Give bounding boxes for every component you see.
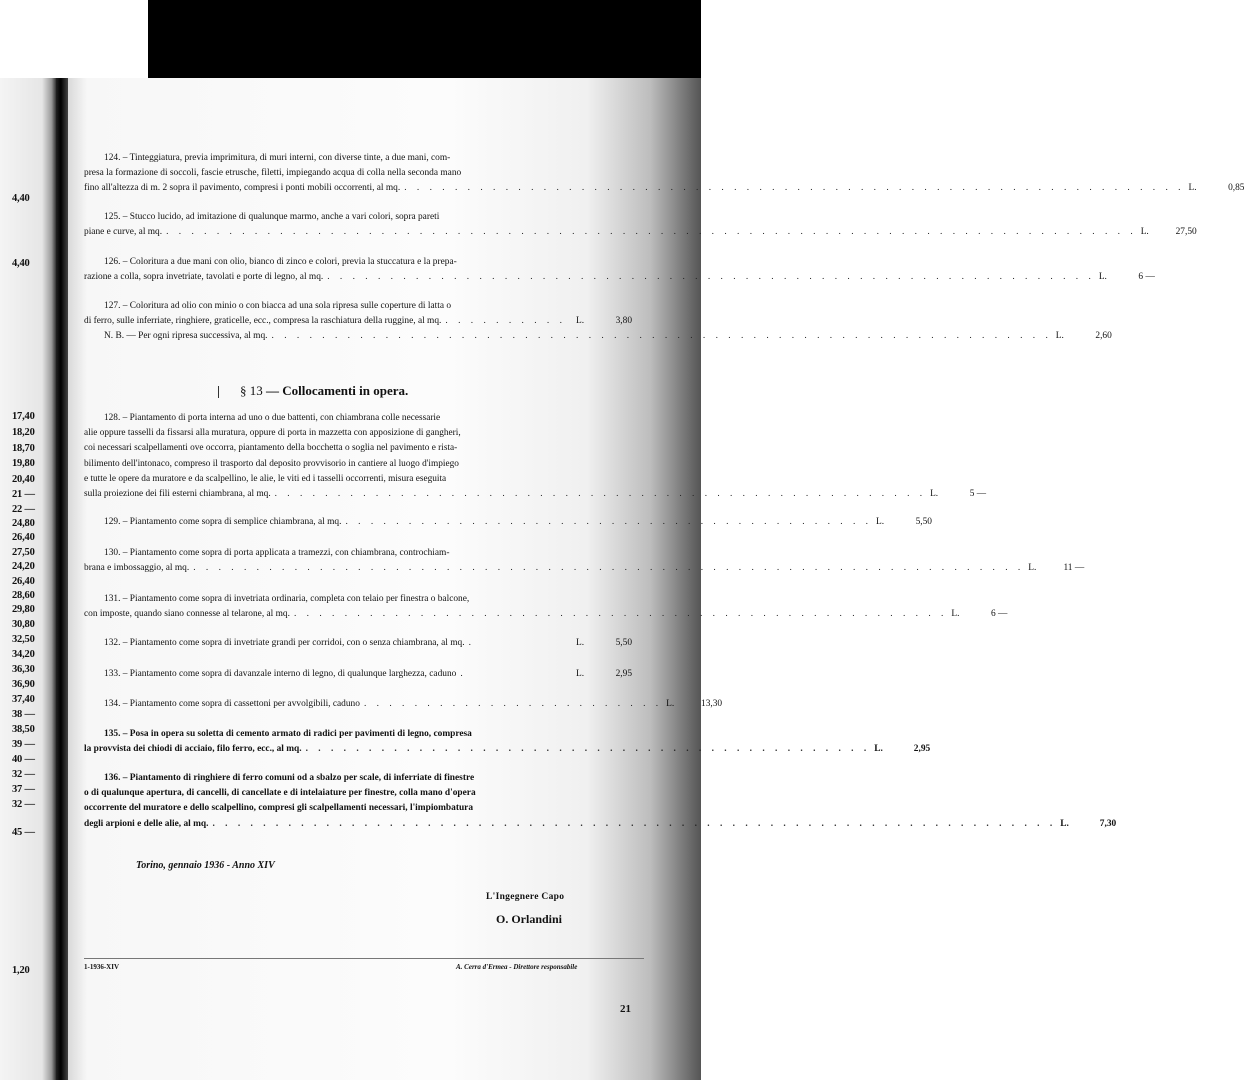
margin-value: 26,40 — [12, 532, 35, 543]
margin-value: 38,50 — [12, 724, 35, 735]
currency-label: L. — [1140, 227, 1149, 238]
price-entry-129: 129. – Piantamento come sopra di semplice chiambrana, al mq. . . . . . . . . . . . . . . . . . . . . . . . . . . . . . . . . . . . . . . . . . . L. 5,50 — [84, 515, 632, 530]
margin-value: 1,20 — [12, 965, 30, 976]
currency-label: L. — [576, 316, 585, 327]
price-entry-128: 128. – Piantamento di porta interna ad uno o due battenti, con chiambrana colle necessarie alie oppure tasselli da fissarsi alla muratura, oppure di porta in mazzetta con apposizione di gangheri, coi necessari scalpellamenti ove occorra, piantamento della bocchetta o soglia nel pavimento e rista- bilimento dell'intonaco, compreso il trasporto dal deposito provvisorio in cantiere al luogo d'impiego e tutte le opere da muratore e da scalpellino, le alie, le viti ed i tasselli occorrenti, misura eseguita sulla proiezione dei fili esterni chiambrana, al mq. . . . . . . . . . . . . . . . . . . . . . . . . . . . . . . . . . . . . . . . . . . . . . . . . . . . . L. 5 — — [84, 411, 632, 502]
section-number: § 13 — [240, 383, 263, 398]
margin-value: 32,50 — [12, 634, 35, 645]
entry-text-line: 124. – Tinteggiatura, previa imprimitura, di muri interni, con diverse tinte, a due mani, com- — [104, 153, 451, 163]
margin-value: 36,90 — [12, 679, 35, 690]
entry-text-line: 129. – Piantamento come sopra di semplice chiambrana, al mq. — [104, 517, 342, 527]
currency-label: L. — [576, 638, 585, 648]
entry-text-line: 130. – Piantamento come sopra di porta applicata a tramezzi, con chiambrana, controchiam- — [104, 548, 450, 558]
entry-text-line: 136. – Piantamento di ringhiere di ferro comuni od a sbalzo per scale, di inferriate di finestre — [104, 773, 475, 783]
entry-text-line: e tutte le opere da muratore e da scalpellino, le alie, le viti ed i tasselli occorrenti, misura eseguita — [84, 473, 447, 484]
price-entry-132: 132. – Piantamento come sopra di invetriate grandi per corridoi, con o senza chiambrana, al mq. . L. 5,50 — [84, 636, 632, 651]
margin-value: 19,80 — [12, 458, 35, 469]
currency-label: L. — [1028, 563, 1037, 574]
margin-value: 32 — — [12, 769, 35, 780]
price-entry-nb: N. B. — Per ogni ripresa successiva, al mq. . . . . . . . . . . . . . . . . . . . . . . . . . . . . . . . . . . . . . . . . . . . . . . . . . . . . . . . . . . . . . . L. 2,60 — [84, 329, 632, 344]
entry-text-line: 126. – Coloritura a due mani con olio, bianco di zinco e colori, previa la stuccatura e la prepa- — [104, 257, 457, 267]
currency-label: L. — [1098, 272, 1107, 283]
entry-text-line: fino all'altezza di m. 2 sopra il pavimento, compresi i ponti mobili occorrenti, al mq. — [84, 183, 401, 194]
footer-rule — [84, 958, 644, 959]
entry-text-line: 134. – Piantamento come sopra di cassettoni per avvolgibili, caduno — [104, 699, 360, 709]
signer-name: O. Orlandini — [496, 912, 563, 926]
entry-text-line: bilimento dell'intonaco, compreso il trasporto dal deposito provvisorio in cantiere al luogo d'impiego — [84, 458, 459, 469]
entry-text-line: la provvista dei chiodi di acciaio, filo ferro, ecc., al mq. — [84, 744, 302, 755]
margin-value: 28,60 — [12, 590, 35, 601]
entry-text-line: 128. – Piantamento di porta interna ad uno o due battenti, con chiambrana colle necessarie — [104, 413, 441, 423]
entry-price: 2,95 — [913, 744, 931, 755]
entry-text-line: 131. – Piantamento come sopra di invetriata ordinaria, completa con telaio per finestra o balcone, — [104, 594, 470, 604]
currency-label: L. — [875, 517, 885, 527]
scan-top-shadow — [148, 0, 701, 78]
section-title: — Collocamenti in opera. — [266, 383, 409, 398]
entry-price: 7,30 — [1099, 818, 1117, 829]
entry-price: 13,30 — [701, 699, 723, 709]
entry-price: 5,50 — [915, 517, 932, 527]
entry-price: 2,95 — [615, 669, 632, 679]
entry-price: 6 — — [1138, 272, 1155, 283]
entry-text-line: sulla proiezione dei fili esterni chiambrana, al mq. — [84, 489, 271, 500]
price-entry-135: 135. – Posa in opera su soletta di cemento armato di radici per pavimenti di legno, compresa la provvista dei chiodi di acciaio, filo ferro, ecc., al mq. . . . . . . . . . . . . . . . . . . . . . . . . . . . . . . . . . . . . . . . . . . . . . L. 2,95 — [84, 727, 632, 757]
entry-text-line: coi necessari scalpellamenti ove occorra, piantamento della bocchetta o soglia nel pavimento e rista- — [84, 443, 458, 454]
entry-text-line: 135. – Posa in opera su soletta di cemento armato di radici per pavimenti di legno, compresa — [104, 729, 472, 739]
margin-value: 39 — — [12, 739, 35, 750]
margin-value: 20,40 — [12, 474, 35, 485]
section-divider-mark — [218, 386, 219, 398]
entry-text-line: 125. – Stucco lucido, ad imitazione di qualunque marmo, anche a vari colori, sopra pareti — [104, 212, 440, 222]
entry-text-line: alie oppure tasselli da fissarsi alla muratura, oppure di porta in mazzetta con apposizione di gangheri, — [84, 428, 461, 439]
margin-value: 37 — — [12, 784, 35, 795]
currency-label: L. — [576, 669, 585, 679]
entry-price: 5,50 — [615, 638, 632, 648]
entry-text-line: brana e imbossaggio, al mq. — [84, 563, 190, 574]
entry-text-line: 133. – Piantamento come sopra di davanzale interno di legno, di qualunque larghezza, caduno — [104, 669, 457, 679]
entry-text-line: o di qualunque apertura, di cancelli, di cancellate e di intelaiature per finestre, colla mano d'opera — [84, 788, 476, 799]
currency-label: L. — [874, 744, 883, 755]
margin-value: 40 — — [12, 754, 35, 765]
entry-price: 3,80 — [615, 316, 632, 327]
entry-price: 27,50 — [1175, 227, 1197, 238]
signoff-date: Torino, gennaio 1936 - Anno XIV — [136, 860, 275, 871]
margin-value: 32 — — [12, 799, 35, 810]
entry-text-line: razione a colla, sopra invetriate, tavolati e porte di legno, al mq. — [84, 272, 324, 283]
price-entry-134: 134. – Piantamento come sopra di cassettoni per avvolgibili, caduno . . . . . . . . . . . . . . . . . . . . . . . . L. 13,30 — [84, 697, 632, 712]
price-entry-126: 126. – Coloritura a due mani con olio, bianco di zinco e colori, previa la stuccatura e la prepa- razione a colla, sopra invetriate, tavolati e porte di legno, al mq. . . . . . . . . . . . . . . . . . . . . . . . . . . . . . . . . . . . . . . . . . . . . . . . . . . . . . . . . . . . . . L. 6 — — [84, 255, 632, 285]
margin-value: 17,40 — [12, 411, 35, 422]
margin-value: 26,40 — [12, 576, 35, 587]
margin-value: 24,80 — [12, 518, 35, 529]
price-entry-136: 136. – Piantamento di ringhiere di ferro comuni od a sbalzo per scale, di inferriate di finestre o di qualunque apertura, di cancelli, di cancellate e di intelaiature per finestre, colla mano d'opera occorrente del muratore e dello scalpellino, compresi gli scalpellamenti necessari, l'impiombatura degli arpioni e delle alie, al mq. . . . . . . . . . . . . . . . . . . . . . . . . . . . . . . . . . . . . . . . . . . . . . . . . . . . . . . . . . . . . . . . . . . . L. 7,30 — [84, 771, 632, 832]
price-entry-130: 130. – Piantamento come sopra di porta applicata a tramezzi, con chiambrana, controchiam- brana e imbossaggio, al mq. . . . . . . . . . . . . . . . . . . . . . . . . . . . . . . . . . . . . . . . . . . . . . . . . . . . . . . . . . . . . . . . . . . L. 11 — — [84, 546, 632, 576]
margin-value: 37,40 — [12, 694, 35, 705]
price-entry-131: 131. – Piantamento come sopra di invetriata ordinaria, completa con telaio per finestra o balcone, con imposte, quando siano connesse al telarone, al mq. . . . . . . . . . . . . . . . . . . . . . . . . . . . . . . . . . . . . . . . . . . . . . . . . . . . . L. 6 — — [84, 592, 632, 622]
price-entry-133: 133. – Piantamento come sopra di davanzale interno di legno, di qualunque larghezza, caduno . L. 2,95 — [84, 667, 632, 682]
entry-price: 11 — — [1063, 563, 1085, 574]
margin-value: 4,40 — [12, 258, 30, 269]
entry-price: 2,60 — [1095, 331, 1112, 341]
entry-price: 5 — — [969, 489, 987, 500]
price-entry-127: 127. – Coloritura ad olio con minio o con biacca ad una sola ripresa sulle coperture di latta o di ferro, sulle inferriate, ringhiere, graticelle, ecc., compresa la raschiatura della ruggine, al mq. . . . . . . . . . . L. 3,80 — [84, 299, 632, 329]
margin-value: 30,80 — [12, 619, 35, 630]
margin-value: 45 — — [12, 827, 35, 838]
price-entry-125: 125. – Stucco lucido, ad imitazione di qualunque marmo, anche a vari colori, sopra pareti piane e curve, al mq. . . . . . . . . . . . . . . . . . . . . . . . . . . . . . . . . . . . . . . . . . . . . . . . . . . . . . . . . . . . . . . . . . . . . . . . . . . . . . L. 27,50 — [84, 210, 632, 240]
currency-label: L. — [951, 609, 960, 620]
price-entry-124: 124. – Tinteggiatura, previa imprimitura, di muri interni, con diverse tinte, a due mani, com- presa la formazione di soccoli, fascie etrusche, filetti, impiegando acqua di colla nella seconda mano fino all'altezza di m. 2 sopra il pavimento, compresi i ponti mobili occorrenti, al mq. . . . . . . . . . . . . . . . . . . . . . . . . . . . . . . . . . . . . . . . . . . . . . . . . . . . . . . . . . . . . . . L. 0,85 — [84, 151, 632, 197]
entry-text-line: di ferro, sulle inferriate, ringhiere, graticelle, ecc., compresa la raschiatura della ruggine, al mq. — [84, 316, 442, 327]
entry-price: 0,85 — [1228, 183, 1244, 194]
entry-text-line: presa la formazione di soccoli, fascie etrusche, filetti, impiegando acqua di colla nella seconda mano — [84, 168, 462, 179]
entry-price: 6 — — [990, 609, 1008, 620]
book-spine — [56, 78, 68, 1080]
margin-value: 27,50 — [12, 547, 35, 558]
footer-code: 1-1936-XIV — [84, 963, 119, 971]
entry-text-line: occorrente del muratore e dello scalpellino, compresi gli scalpellamenti necessari, l'impiombatura — [84, 803, 474, 814]
margin-value: 18,20 — [12, 427, 35, 438]
currency-label: L. — [1188, 183, 1197, 194]
margin-value: 4,40 — [12, 193, 30, 204]
currency-label: L. — [666, 699, 675, 709]
currency-label: L. — [930, 489, 939, 500]
entry-text-line: 132. – Piantamento come sopra di invetriate grandi per corridoi, con o senza chiambrana, al mq. — [104, 638, 465, 648]
margin-value: 24,20 — [12, 561, 35, 572]
entry-text-line: N. B. — Per ogni ripresa successiva, al mq. — [104, 331, 268, 341]
margin-value: 18,70 — [12, 443, 35, 454]
signer-title: L'Ingegnere Capo — [486, 892, 565, 902]
currency-label: L. — [1055, 331, 1064, 341]
margin-value: 21 — — [12, 489, 35, 500]
margin-value: 29,80 — [12, 604, 35, 615]
section-heading — [240, 383, 408, 399]
entry-text-line: degli arpioni e delle alie, al mq. — [84, 818, 209, 829]
entry-text-line: piane e curve, al mq. — [84, 227, 163, 238]
margin-value: 36,30 — [12, 664, 35, 675]
footer-credit: A. Cerra d'Ermea - Direttore responsabile — [456, 963, 578, 971]
margin-value: 22 — — [12, 504, 35, 515]
entry-text-line: con imposte, quando siano connesse al telarone, al mq. — [84, 609, 290, 620]
margin-value: 34,20 — [12, 649, 35, 660]
entry-text-line: 127. – Coloritura ad olio con minio o con biacca ad una sola ripresa sulle coperture di latta o — [104, 301, 452, 311]
margin-value: 38 — — [12, 709, 35, 720]
page-number: 21 — [620, 1003, 631, 1015]
currency-label: L. — [1060, 818, 1069, 829]
